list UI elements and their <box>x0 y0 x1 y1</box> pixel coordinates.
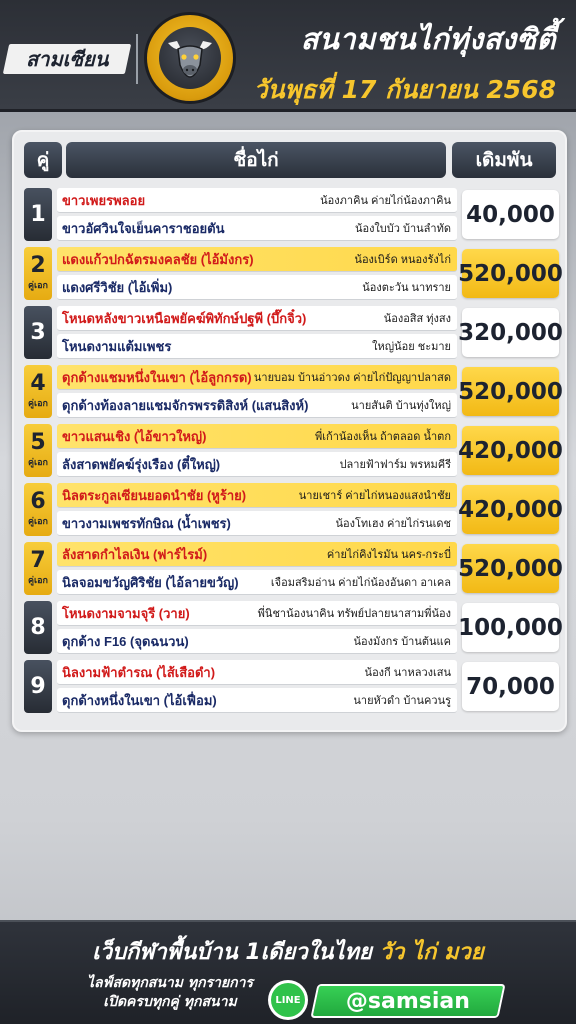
rooster-name: ขาวงามเพชรทักษิณ (น้ำเพชร) <box>62 515 231 531</box>
pair-number: 4 คู่เอก <box>24 365 52 418</box>
pair-number: 6 คู่เอก <box>24 483 52 536</box>
owner-name: นายเชาร์ ค่ายไก่หนองแสงนำชัย <box>298 490 451 502</box>
rooster-name: นิลตระกูลเซียนยอดนำชัย (หูร้าย) <box>62 487 247 503</box>
rooster-line-top <box>57 306 457 331</box>
footer-title-main: เว็บกีฬาพื้นบ้าน 1เดียวในไทย <box>92 940 372 965</box>
owner-name: นายบอม บ้านอ่าวดง ค่ายไก่ปัญญาปลาสด <box>253 372 451 384</box>
rooster-name: ขาวแสนเชิง (ไอ้ขาวใหญ่) <box>62 428 207 444</box>
pair-names <box>57 365 457 418</box>
rooster-line-top <box>57 542 457 567</box>
owner-name: พี่นิชาน้องนาคิน ทรัพย์ปลายนาสามพี่น้อง <box>257 608 451 620</box>
stadium-name: สนามชนไก่ทุ่งสงซิตี้ <box>300 22 556 56</box>
pair-number: 7 คู่เอก <box>24 542 52 595</box>
rooster-name: ขาวเพยรพลอย <box>62 192 146 208</box>
rooster-name: แดงศรีวิชัย (ไอ้เพิ่ม) <box>62 279 173 295</box>
bet-amount: 520,000 <box>462 367 559 416</box>
rooster-line-bottom <box>57 570 457 595</box>
pair-number: 9 <box>24 660 52 713</box>
table-row[interactable] <box>24 247 563 300</box>
header <box>0 0 576 112</box>
owner-name: น้องเบิร์ด หนองรังไก่ <box>354 254 451 266</box>
rooster-name: ดุกด้างแชมหนึ่งในเขา (ไอ้ลูกกรด) <box>62 369 252 385</box>
rooster-line-bottom <box>57 629 457 654</box>
rooster-name: ดุกด้างท้องลายแชมจักรพรรดิสิงห์ (แสนสิงห์) <box>62 397 309 413</box>
owner-name: ใหญ่น้อย ชะมาย <box>372 341 451 353</box>
bet-amount: 100,000 <box>462 603 559 652</box>
rooster-line-bottom <box>57 216 457 241</box>
column-header-pair: คู่ <box>24 142 62 178</box>
pair-number: 2 คู่เอก <box>24 247 52 300</box>
pair-number: 1 <box>24 188 52 241</box>
owner-name: น้องภาคิน ค่ายไก่น้องภาคิน <box>320 195 451 207</box>
footer-subtitle-line2: เปิดครบทุกคู่ ทุกสนาม <box>103 994 237 1010</box>
owner-name: น้องอสิส ทุ่งสง <box>383 313 451 325</box>
bull-head-icon <box>144 12 236 104</box>
rooster-name: ดุกด้าง F16 (จุดฉนวน) <box>62 633 189 649</box>
pair-names <box>57 188 457 241</box>
main-pair-label: คู่เอก <box>28 399 48 409</box>
table-row[interactable] <box>24 542 563 595</box>
rooster-name: โหนดงามแต้มเพชร <box>62 338 172 354</box>
table-row[interactable] <box>24 188 559 241</box>
pair-number: 3 <box>24 306 52 359</box>
rooster-name: แดงแก้วปกฉัตรมงคลชัย (ไอ้มังกร) <box>62 251 254 267</box>
bet-amount: 320,000 <box>462 308 559 357</box>
rooster-line-bottom <box>57 688 457 713</box>
main-pair-label: คู่เอก <box>28 458 48 468</box>
rooster-name: โหนดหลังขาวเหนือพยัคฆ์พิทักษ์ปฐพี (บึ๊กจิ๋ว) <box>62 310 307 326</box>
table-row[interactable] <box>24 483 563 536</box>
owner-name: นายหัวดำ บ้านควนรู <box>353 695 451 707</box>
rooster-name: ดุกด้างหนึ่งในเขา (ไอ้เฟื่อม) <box>62 692 217 708</box>
table-row[interactable] <box>24 424 563 477</box>
table-row[interactable] <box>24 365 563 418</box>
rooster-line-top <box>57 660 457 685</box>
column-header-name: ชื่อไก่ <box>66 142 446 178</box>
rooster-line-top <box>57 601 457 626</box>
pair-names <box>57 601 457 654</box>
rooster-name: ขาวอัศวินใจเย็นคาราชอยตัน <box>62 220 225 236</box>
column-header-bet: เดิมพัน <box>452 142 556 178</box>
owner-name: เจือมสริมอ่าน ค่ายไก่น้องอันดา อาเคล <box>270 577 451 589</box>
rooster-name: นิลจอมขวัญศิริชัย (ไอ้ลายขวัญ) <box>62 574 239 590</box>
event-date: วันพุธที่ 17 กันยายน 2568 <box>253 75 556 104</box>
owner-name: น้องใบบัว บ้านลำทัด <box>354 223 451 235</box>
footer-subtitle <box>70 974 270 1012</box>
rooster-line-bottom <box>57 452 457 477</box>
footer-title <box>0 934 576 969</box>
bet-amount: 420,000 <box>462 485 559 534</box>
line-id-button[interactable] <box>310 984 505 1018</box>
owner-name: ค่ายไก่คิงไรมัน นคร-กระบี่ <box>326 549 451 561</box>
owner-name: นายสันติ บ้านทุ่งใหญ่ <box>351 400 451 412</box>
bet-amount: 420,000 <box>462 426 559 475</box>
rooster-name: นิลงามฟ้าตำรณ (ไส้เสือดำ) <box>62 664 216 680</box>
owner-name: น้องกี นาหลวงเสน <box>364 667 451 679</box>
line-app-icon[interactable] <box>268 980 308 1020</box>
pair-names <box>57 660 457 713</box>
footer-subtitle-line1: ไลฟ์สดทุกสนาม ทุกรายการ <box>86 975 254 991</box>
rooster-line-top <box>57 365 457 390</box>
rooster-line-bottom <box>57 511 457 536</box>
main-pair-label: คู่เอก <box>28 517 48 527</box>
pair-names <box>57 247 457 300</box>
match-table <box>12 130 567 732</box>
rooster-line-top <box>57 424 457 449</box>
pair-names <box>57 306 457 359</box>
rooster-line-bottom <box>57 275 457 300</box>
owner-name: พี่เก้าน้องเห็น ถ้าตลอด น้ำตก <box>315 431 451 443</box>
bet-amount: 520,000 <box>462 544 559 593</box>
rooster-line-top <box>57 188 457 213</box>
footer-banner <box>0 920 576 1024</box>
owner-name: ปลายฟ้าฟาร์ม พรหมคีรี <box>339 459 451 471</box>
table-row[interactable] <box>24 601 563 654</box>
bet-amount: 40,000 <box>462 190 559 239</box>
main-pair-label: คู่เอก <box>28 281 48 291</box>
table-row[interactable] <box>24 660 559 713</box>
pair-names <box>57 424 457 477</box>
owner-name: น้องมังกร บ้านต้นแค <box>353 636 451 648</box>
table-row[interactable] <box>24 306 563 359</box>
owner-name: น้องโทเฮง ค่ายไก่รนเดช <box>335 518 451 530</box>
pair-number: 8 <box>24 601 52 654</box>
brand-name: สามเซียน <box>25 47 109 71</box>
pair-number: 5 คู่เอก <box>24 424 52 477</box>
brand-divider <box>136 34 138 84</box>
pair-names <box>57 483 457 536</box>
rooster-name: โหนดงามจามจุรี (วาย) <box>62 605 190 621</box>
rooster-line-top <box>57 483 457 508</box>
rooster-line-bottom <box>57 393 457 418</box>
bet-amount: 70,000 <box>462 662 559 711</box>
header-title-block <box>254 16 556 110</box>
owner-name: น้องตะวัน นาทราย <box>362 282 451 294</box>
line-id-text: @samsian <box>345 988 470 1014</box>
brand-logo[interactable] <box>3 44 131 74</box>
main-pair-label: คู่เอก <box>28 576 48 586</box>
bet-amount: 520,000 <box>462 249 559 298</box>
rooster-name: ลังสาดกำไลเงิน (ฟาร์ไรม์) <box>62 546 208 562</box>
footer-title-highlight: วัว ไก่ มวย <box>379 940 484 965</box>
pair-names <box>57 542 457 595</box>
rooster-name: ลังสาดพยัคฆ์รุ่งเรือง (ตี๋ใหญ่) <box>62 456 221 472</box>
rooster-line-bottom <box>57 334 457 359</box>
line-app-label: LINE <box>271 983 305 1017</box>
rooster-line-top <box>57 247 457 272</box>
